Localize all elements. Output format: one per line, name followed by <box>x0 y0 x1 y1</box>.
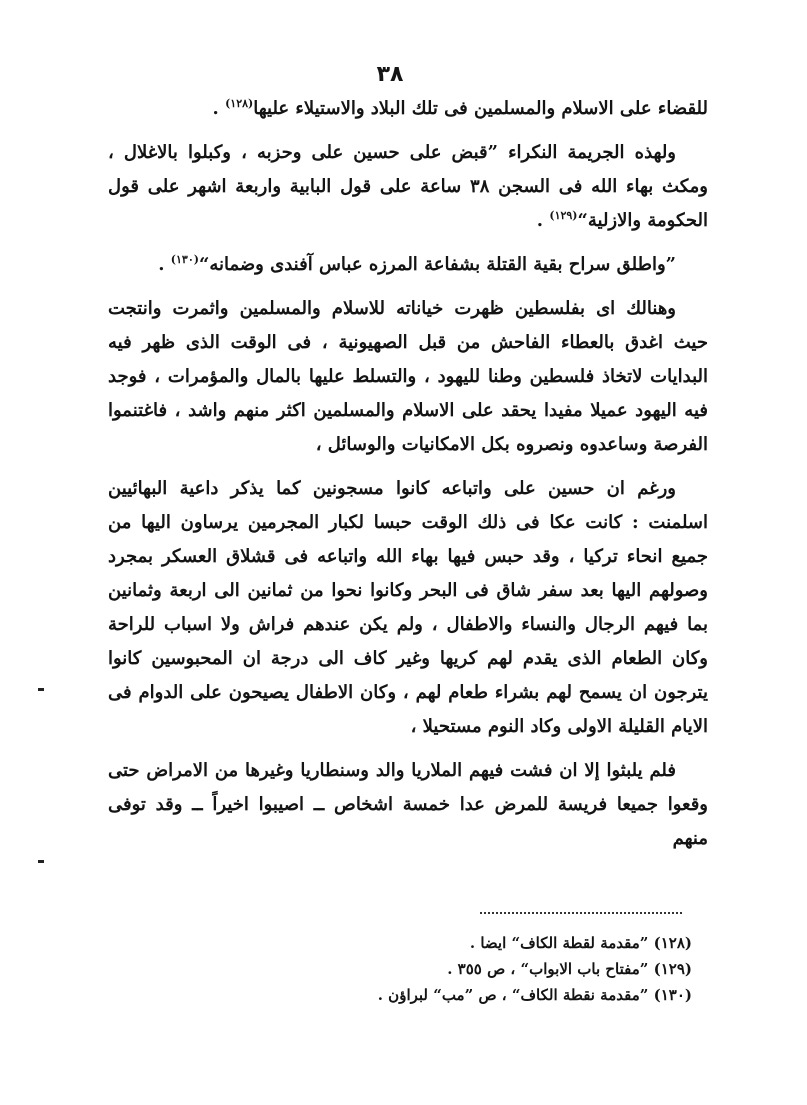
paragraph-5 <box>108 472 708 744</box>
paragraph-1-text: للقضاء على الاسلام والمسلمين فى تلك البلاد والاستيلاء عليها <box>253 98 708 119</box>
paragraph-3 <box>108 248 708 282</box>
footnote-separator <box>480 912 682 914</box>
footnotes <box>320 930 692 1008</box>
footnote-ref-129: (١٢٩) <box>549 209 578 222</box>
footnote-ref-128: (١٢٨) <box>225 97 254 110</box>
paragraph-2 <box>108 136 708 238</box>
page-number: ٣٨ <box>376 62 404 87</box>
paragraph-3-text: ”واطلق سراح بقية القتلة بشفاعة المرزه عباس آفندى وضمانه“ <box>198 254 676 275</box>
paragraph-5-text: ورغم ان حسين على واتباعه كانوا مسجونين كما يذكر داعية البهائيين اسلمنت : كانت عكا فى ذلك الوقت حبسا لكبار المجرمين يرساون اليها من جميع انحاء تركيا ، وقد حبس فيها بهاء الله واتباعه فى قشلاق العسكر بمجرد وصولهم اليها بعد سفر شاق فى البحر وكانوا نحوا من ثمانين الى اربعة وثمانين بما فيهم الرجال والنساء والاطفال ، ولم يكن عندهم فراش ولا اسباب للراحة وكان الطعام الذى يقدم لهم كريها وغير كاف الى درجة ان المحبوسين كانوا يترجون ان يسمح لهم بشراء طعام لهم ، وكان الاطفال يصيحون على الدوام فى الايام القليلة الاولى وكاد النوم مستحيلا ، <box>108 478 708 737</box>
paragraph-1-tail: . <box>212 98 226 119</box>
paragraph-4-text: وهنالك اى بفلسطين ظهرت خياناته للاسلام والمسلمين واثمرت وانتجت حيث اغدق بالعطاء الفاحش من قبل الصهيونية ، فى الوقت الذى ظهر فيه البدايات لاتخاذ فلسطين وطنا لليهود ، والتسلط عليها بالمال والمؤمرات ، فوجد فيه اليهود عميلا مفيدا يحقد على الاسلام والمسلمين اكثر منهم واشد ، فاغتنموا الفرصة وساعدوه ونصروه بكل الامكانيات والوسائل ، <box>108 298 708 455</box>
paragraph-6 <box>108 754 708 856</box>
paragraph-2-tail: . <box>536 210 550 231</box>
paragraph-6-text: فلم يلبثوا إلا ان فشت فيهم الملاريا والد وسنطاريا وغيرها من الامراض حتى وقعوا جميعا فريسة للمرض عدا خمسة اشخاص ــ اصيبوا اخيراً ــ وقد توفى منهم <box>108 760 708 849</box>
paragraph-1 <box>108 92 708 126</box>
paragraph-3-tail: . <box>158 254 171 275</box>
margin-mark <box>38 860 44 863</box>
footnote-129: (١٢٩) ”مفتاح باب الابواب“ ، ص ٣٥٥ . <box>447 960 692 978</box>
margin-mark <box>38 688 44 691</box>
paragraph-2-text: ولهذه الجريمة النكراء ”قبض على حسين على وحزبه ، وكبلوا بالاغلال ، ومكث بهاء الله فى السجن ٣٨ ساعة على قول البابية واربعة اشهر على قول الحكومة والازلية“ <box>108 142 708 231</box>
paragraph-4 <box>108 292 708 462</box>
footnote-128: (١٢٨) ”مقدمة لقطة الكاف“ ايضا . <box>469 934 692 952</box>
body-text <box>108 92 708 866</box>
footnote-ref-130: (١٣٠) <box>170 253 199 266</box>
footnote-130: (١٣٠) ”مقدمة نقطة الكاف“ ، ص ”مب“ لبراؤن . <box>377 986 692 1004</box>
